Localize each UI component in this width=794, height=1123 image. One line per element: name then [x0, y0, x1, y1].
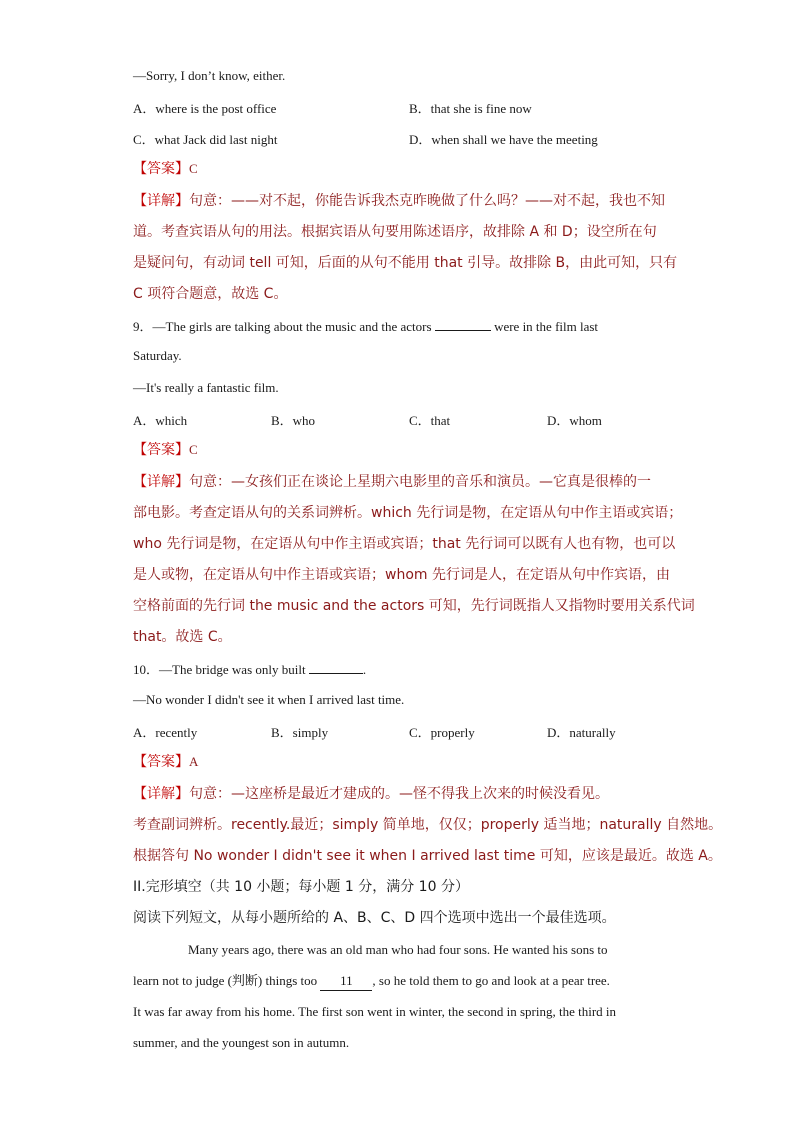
- q8-option-d: D．when shall we have the meeting: [409, 132, 598, 147]
- q8-detail-line-2: 道。考查宾语从句的用法。根据宾语从句要用陈述语序，故排除 A 和 D；设空所在句: [133, 224, 657, 240]
- answer-value: A: [189, 754, 199, 769]
- q9-detail-line-1: [133, 473, 660, 491]
- q9-stem: [133, 316, 660, 336]
- q9-option-c: C．that: [409, 413, 451, 428]
- q10-stem-end: .: [362, 662, 367, 677]
- section-title: II.完形填空（共 10 小题；每小题 1 分，满分 10 分）: [133, 879, 469, 895]
- q10-stem-text: 10．—The bridge was only built: [133, 662, 306, 677]
- q10-detail-line-3: 根据答句 No wonder I didn't see it when I arrived last time 可知，应该是最近。故选 A。: [133, 848, 722, 864]
- q9-blank: [435, 316, 491, 331]
- q8-detail-line-3: 是疑问句，有动词 tell 可知，后面的从句不能用 that 引导。故排除 B，由此可知，只有: [133, 255, 678, 271]
- q10-stem: [133, 659, 660, 679]
- q10-option-d: D．naturally: [547, 725, 616, 740]
- answer-value: C: [189, 442, 198, 457]
- detail-tag: 【详解】: [133, 474, 189, 490]
- q9-option-d: D．whom: [547, 413, 602, 428]
- q9-answer: [133, 441, 660, 459]
- passage-line-2-before: learn not to judge (判断) things too: [133, 973, 318, 988]
- blank-11: 11: [320, 972, 372, 991]
- q10-answer: [133, 753, 660, 771]
- answer-tag: 【答案】: [133, 754, 189, 770]
- q9-detail-line-4: 是人或物，在定语从句中作主语或宾语；whom 先行词是人，在定语从句中作宾语，由: [133, 567, 670, 583]
- q8-option-a: A．where is the post office: [133, 101, 277, 116]
- q9-detail-line-2: 部电影。考查定语从句的关系词辨析。which 先行词是物，在定语从句中作主语或宾语；: [133, 505, 683, 521]
- q10-option-b: B．simply: [271, 725, 329, 740]
- detail-text: 句意：——对不起，你能告诉我杰克昨晚做了什么吗？——对不起，我也不知: [189, 193, 665, 209]
- q9-stem-line-2: Saturday.: [133, 348, 182, 363]
- q10-option-a: A．recently: [133, 725, 198, 740]
- q9-detail-line-6: that。故选 C。: [133, 629, 232, 645]
- q10-blank: [309, 659, 363, 674]
- q8-option-c: C．what Jack did last night: [133, 132, 278, 147]
- q8-answer: [133, 160, 660, 178]
- q9-reply: —It's really a fantastic film.: [133, 380, 279, 395]
- q8-detail-line-4: C 项符合题意，故选 C。: [133, 286, 288, 302]
- q10-reply: —No wonder I didn't see it when I arrived last time.: [133, 692, 405, 707]
- passage-line-2: [133, 972, 660, 991]
- q8-option-b: B．that she is fine now: [409, 101, 532, 116]
- q9-stem-after: were in the film last: [494, 319, 599, 334]
- passage-line-4: summer, and the youngest son in autumn.: [133, 1035, 350, 1050]
- q10-detail-line-2: 考查副词辨析。recently.最近；simply 简单地，仅仅；properly 适当地；naturally 自然地。: [133, 817, 723, 833]
- answer-tag: 【答案】: [133, 442, 189, 458]
- answer-tag: 【答案】: [133, 161, 189, 177]
- detail-text: 句意：—这座桥是最近才建成的。—怪不得我上次来的时候没看见。: [189, 786, 609, 802]
- passage-line-1: Many years ago, there was an old man who had four sons. He wanted his sons to: [188, 942, 608, 957]
- q9-stem-before: 9．—The girls are talking about the music and the actors: [133, 319, 432, 334]
- q9-detail-line-5: 空格前面的先行词 the music and the actors 可知，先行词既指人又指物时要用关系代词: [133, 598, 695, 614]
- q10-option-c: C．properly: [409, 725, 475, 740]
- detail-tag: 【详解】: [133, 193, 189, 209]
- passage-line-3: It was far away from his home. The first son went in winter, the second in spring, the third in: [133, 1004, 617, 1019]
- detail-tag: 【详解】: [133, 786, 189, 802]
- answer-value: C: [189, 161, 198, 176]
- q10-detail-line-1: [133, 785, 660, 803]
- section-instruction: 阅读下列短文，从每小题所给的 A、B、C、D 四个选项中选出一个最佳选项。: [133, 910, 616, 926]
- detail-text: 句意：—女孩们正在谈论上星期六电影里的音乐和演员。—它真是很棒的一: [189, 474, 651, 490]
- q9-option-b: B．who: [271, 413, 316, 428]
- q8-reply: —Sorry, I don’t know, either.: [133, 68, 286, 83]
- q9-detail-line-3: who 先行词是物，在定语从句中作主语或宾语；that 先行词可以既有人也有物，也可以: [133, 536, 676, 552]
- q8-detail-line-1: [133, 192, 665, 210]
- passage-line-2-after: , so he told them to go and look at a pear tree.: [372, 973, 610, 988]
- q9-option-a: A．which: [133, 413, 188, 428]
